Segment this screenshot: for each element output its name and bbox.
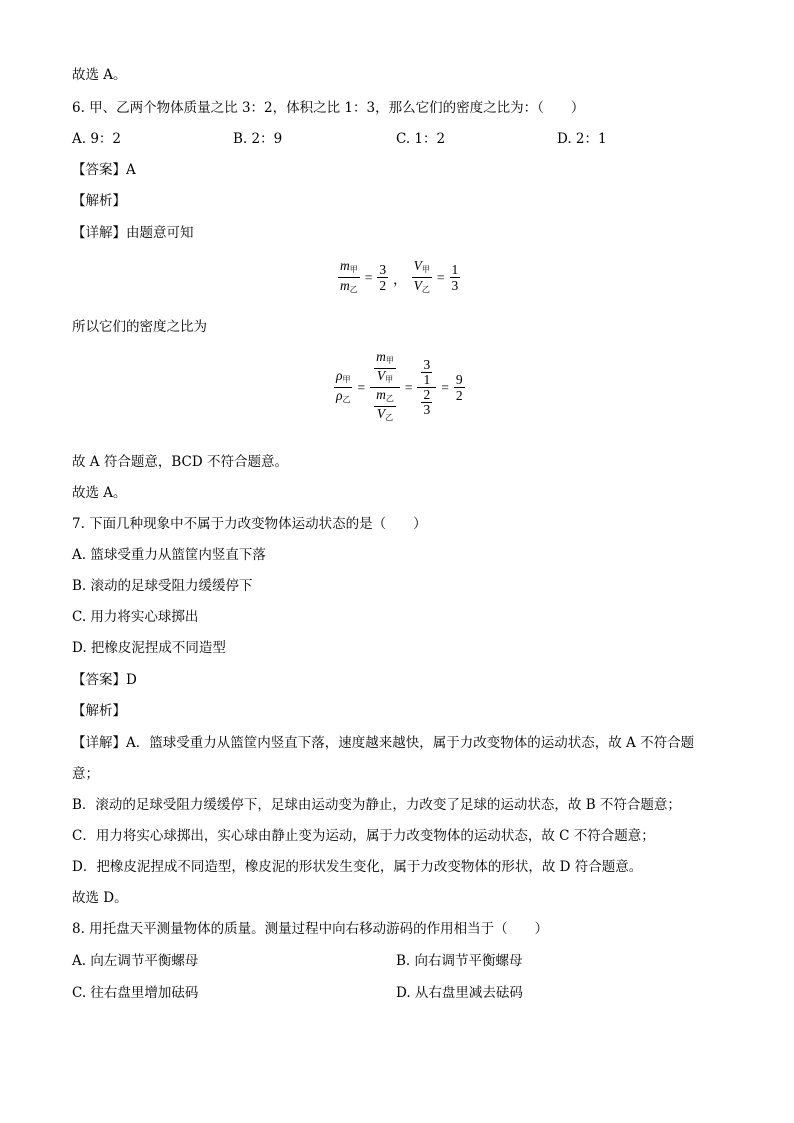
numerator: 3 — [423, 357, 431, 372]
fraction-2-3 — [421, 388, 432, 417]
equals-sign: = — [441, 379, 449, 395]
q7-detail-a-cont: 意； — [72, 766, 99, 782]
denominator: 2 — [455, 388, 463, 403]
fraction-3-2 — [377, 262, 388, 293]
q8-option-a: A. 向左调节平衡螺母 — [72, 953, 199, 969]
subscript-jia: 甲 — [342, 375, 351, 384]
subscript-jia: 甲 — [349, 265, 358, 274]
mass-symbol: m — [376, 387, 386, 402]
volume-symbol: V — [376, 368, 386, 383]
equals-sign: = — [436, 269, 445, 285]
numerator: 9 — [455, 372, 463, 387]
subscript-yi: 乙 — [349, 285, 358, 294]
rho-symbol: ρ — [336, 368, 343, 383]
numerator: 2 — [423, 387, 431, 402]
numerator: 3 — [379, 262, 387, 277]
q8-option-c: C. 往右盘里增加砝码 — [72, 985, 199, 1001]
q6-analysis-label: 【解析】 — [72, 193, 126, 209]
formula-density-ratio — [332, 350, 467, 425]
equals-sign: = — [364, 269, 373, 285]
q7-analysis-label: 【解析】 — [72, 703, 126, 719]
subscript-jia: 甲 — [385, 375, 394, 384]
question-8-stem: 8. 用托盘天平测量物体的质量。测量过程中向右移动游码的作用相当于（ ） — [72, 921, 549, 937]
q8-option-b: B. 向右调节平衡螺母 — [396, 953, 523, 969]
q6-detail: 【详解】由题意可知 — [72, 225, 194, 241]
fraction-3-1 — [421, 358, 432, 387]
q7-detail-a: 【详解】A．篮球受重力从篮筐内竖直下落，速度越来越快，属于力改变物体的运动状态，故 A 不符合题 — [72, 735, 695, 751]
q6-answer: 【答案】A — [72, 162, 136, 178]
q7-option-b: B. 滚动的足球受阻力缓缓停下 — [72, 578, 253, 594]
subscript-yi: 乙 — [385, 413, 394, 422]
question-7-stem: 7. 下面几种现象中不属于力改变物体运动状态的是（ ） — [72, 516, 427, 532]
q6-option-b: B. 2：9 — [233, 131, 283, 147]
density-ratio-fraction — [334, 368, 352, 407]
conclusion-text: 故选 A。 — [72, 67, 127, 83]
volume-symbol: V — [413, 278, 422, 293]
fraction-1-3 — [450, 262, 461, 293]
q7-detail-b: B．滚动的足球受阻力缓缓停下，足球由运动变为静止，力改变了足球的运动状态，故 B 不符合题意； — [72, 797, 681, 813]
denominator: 2 — [379, 278, 387, 293]
numeric-compound-fraction — [417, 358, 436, 417]
mass-ratio-fraction — [338, 258, 360, 297]
density-jia-fraction — [374, 350, 396, 387]
volume-symbol: V — [376, 406, 386, 421]
q7-option-d: D. 把橡皮泥捏成不同造型 — [72, 640, 226, 656]
q7-detail-d: D．把橡皮泥捏成不同造型，橡皮泥的形状发生变化，属于力改变物体的形状，故 D 符合题意。 — [72, 859, 643, 875]
rho-symbol: ρ — [336, 388, 343, 403]
density-yi-fraction — [374, 388, 396, 425]
result-fraction-9-2 — [454, 372, 465, 403]
equals-sign: = — [404, 379, 413, 395]
volume-symbol: V — [413, 258, 422, 273]
subscript-yi: 乙 — [342, 395, 351, 404]
q7-conclusion: 故选 D。 — [72, 890, 128, 906]
q6-text-conclusion-detail: 故 A 符合题意，BCD 不符合题意。 — [72, 454, 288, 470]
compound-fraction — [370, 350, 400, 425]
q7-detail-c: C．用力将实心球掷出，实心球由静止变为运动，属于力改变物体的运动状态，故 C 不符合题意； — [72, 828, 655, 844]
subscript-jia: 甲 — [421, 265, 430, 274]
denominator: 3 — [451, 278, 459, 293]
q8-option-d: D. 从右盘里减去砝码 — [396, 985, 523, 1001]
denominator: 3 — [423, 402, 431, 417]
q7-option-a: A. 篮球受重力从篮筐内竖直下落 — [72, 547, 266, 563]
q7-option-c: C. 用力将实心球掷出 — [72, 609, 199, 625]
q6-text-density-ratio: 所以它们的密度之比为 — [72, 319, 207, 335]
formula-mass-volume-ratio — [336, 258, 462, 297]
q7-answer: 【答案】D — [72, 672, 137, 688]
mass-symbol: m — [340, 278, 350, 293]
equals-sign: = — [357, 379, 366, 395]
numerator: 1 — [451, 262, 459, 277]
question-6-stem: 6. 甲、乙两个物体质量之比 3：2，体积之比 1：3，那么它们的密度之比为：（ ） — [72, 100, 585, 116]
subscript-yi: 乙 — [385, 394, 394, 403]
mass-symbol: m — [340, 258, 350, 273]
volume-ratio-fraction — [412, 258, 432, 297]
q6-option-a: A. 9：2 — [72, 131, 122, 147]
q6-conclusion: 故选 A。 — [72, 485, 127, 501]
q6-option-c: C. 1：2 — [396, 131, 446, 147]
subscript-jia: 甲 — [385, 356, 394, 365]
q6-option-d: D. 2：1 — [557, 131, 607, 147]
comma-separator: ， — [393, 271, 407, 287]
subscript-yi: 乙 — [421, 285, 430, 294]
mass-symbol: m — [376, 349, 386, 364]
denominator: 1 — [423, 372, 431, 387]
